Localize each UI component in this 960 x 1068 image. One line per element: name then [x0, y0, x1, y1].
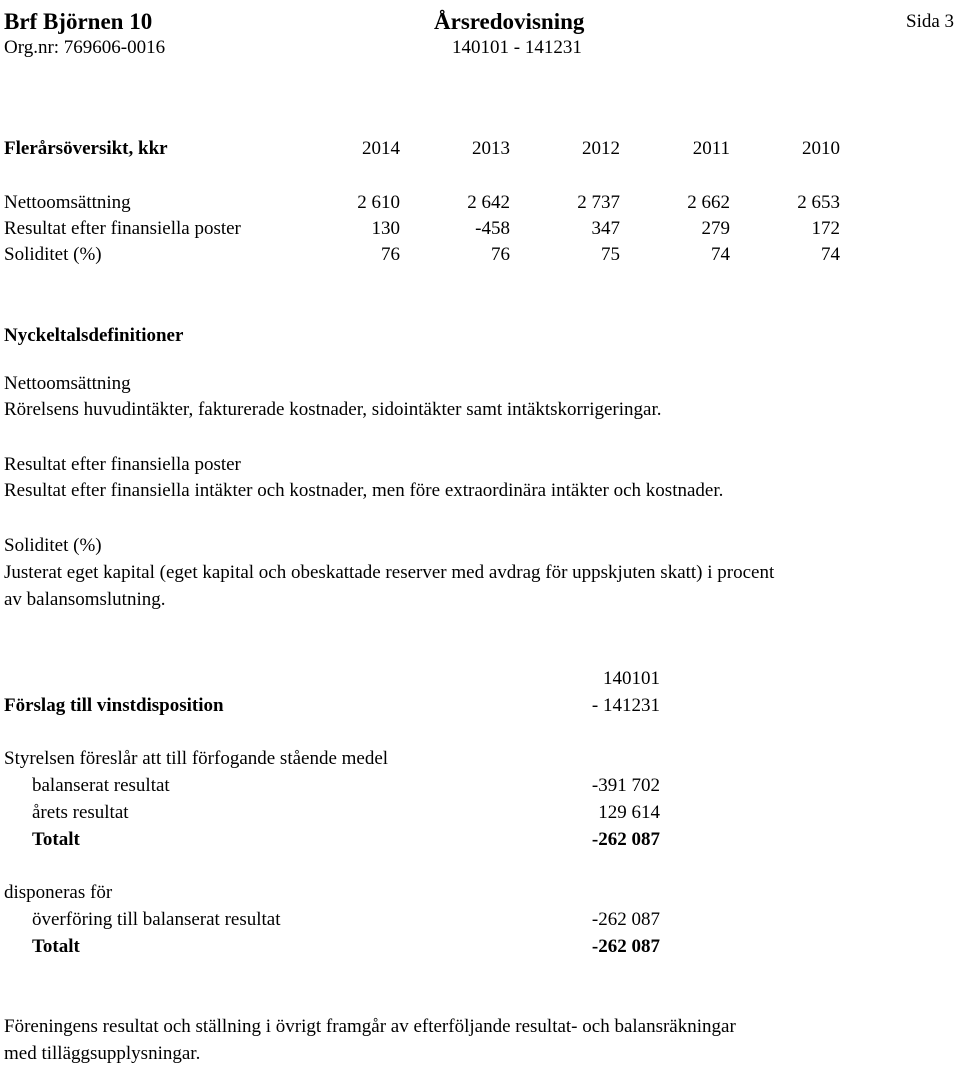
- page-number: Sida 3: [906, 11, 955, 32]
- table-cell: 279: [701, 218, 730, 239]
- table-cell: 74: [821, 244, 840, 265]
- definition-term: Soliditet (%): [4, 535, 102, 556]
- table-row-label: Nettoomsättning: [4, 192, 131, 213]
- definition-text: Justerat eget kapital (eget kapital och obeskattade reserver med avdrag för uppskjuten skatt) i procent: [4, 562, 775, 583]
- dispose-heading: disponeras för: [4, 882, 113, 903]
- table-cell: 76: [491, 244, 510, 265]
- table-cell: 74: [711, 244, 730, 265]
- definition-term: Nettoomsättning: [4, 373, 131, 394]
- table-cell: 172: [811, 218, 840, 239]
- table-cell: 130: [371, 218, 400, 239]
- footer-text: med tilläggsupplysningar.: [4, 1043, 201, 1064]
- table-cell: -458: [475, 218, 510, 239]
- dispose-total-value: -262 087: [591, 936, 660, 957]
- table-cell: 2 737: [577, 192, 620, 213]
- disposition-row-label: årets resultat: [32, 802, 129, 823]
- year-col-2: 2013: [472, 138, 510, 159]
- year-col-1: 2014: [362, 138, 400, 159]
- org-number: Org.nr: 769606-0016: [4, 37, 166, 58]
- table-row-label: Soliditet (%): [4, 244, 102, 265]
- footer-text: Föreningens resultat och ställning i övrigt framgår av efterföljande resultat- och balansräkningar: [4, 1016, 736, 1037]
- dispose-total-label: Totalt: [32, 936, 80, 957]
- disposition-heading: Förslag till vinstdisposition: [4, 695, 224, 716]
- table-cell: 2 662: [687, 192, 730, 213]
- report-period: 140101 - 141231: [452, 37, 582, 58]
- table-cell: 2 653: [797, 192, 840, 213]
- disposition-period-start: 140101: [603, 668, 660, 689]
- definition-text: Rörelsens huvudintäkter, fakturerade kostnader, sidointäkter samt intäktskorrigeringar.: [4, 399, 662, 420]
- disposition-row-label: balanserat resultat: [32, 775, 170, 796]
- year-col-4: 2011: [692, 138, 730, 159]
- definition-text: Resultat efter finansiella intäkter och kostnader, men före extraordinära intäkter och kostnader.: [4, 480, 724, 501]
- table-cell: 347: [591, 218, 620, 239]
- year-col-5: 2010: [802, 138, 840, 159]
- disposition-row-value: 129 614: [598, 802, 660, 823]
- definition-term: Resultat efter finansiella poster: [4, 454, 241, 475]
- disposition-intro: Styrelsen föreslår att till förfogande stående medel: [4, 748, 389, 769]
- dispose-row-label: överföring till balanserat resultat: [32, 909, 281, 930]
- definitions-heading: Nyckeltalsdefinitioner: [4, 325, 184, 346]
- disposition-period-end: - 141231: [591, 695, 660, 716]
- table-cell: 76: [381, 244, 400, 265]
- disposition-total-value: -262 087: [591, 829, 660, 850]
- document-title: Årsredovisning: [434, 9, 585, 34]
- year-col-3: 2012: [582, 138, 620, 159]
- definition-text: av balansomslutning.: [4, 589, 166, 610]
- table-row-label: Resultat efter finansiella poster: [4, 218, 241, 239]
- disposition-row-value: -391 702: [591, 775, 660, 796]
- multi-year-heading: Flerårsöversikt, kkr: [4, 138, 168, 159]
- table-cell: 75: [601, 244, 620, 265]
- dispose-row-value: -262 087: [591, 909, 660, 930]
- table-cell: 2 642: [467, 192, 510, 213]
- association-name: Brf Björnen 10: [4, 9, 153, 34]
- table-cell: 2 610: [357, 192, 400, 213]
- disposition-total-label: Totalt: [32, 829, 80, 850]
